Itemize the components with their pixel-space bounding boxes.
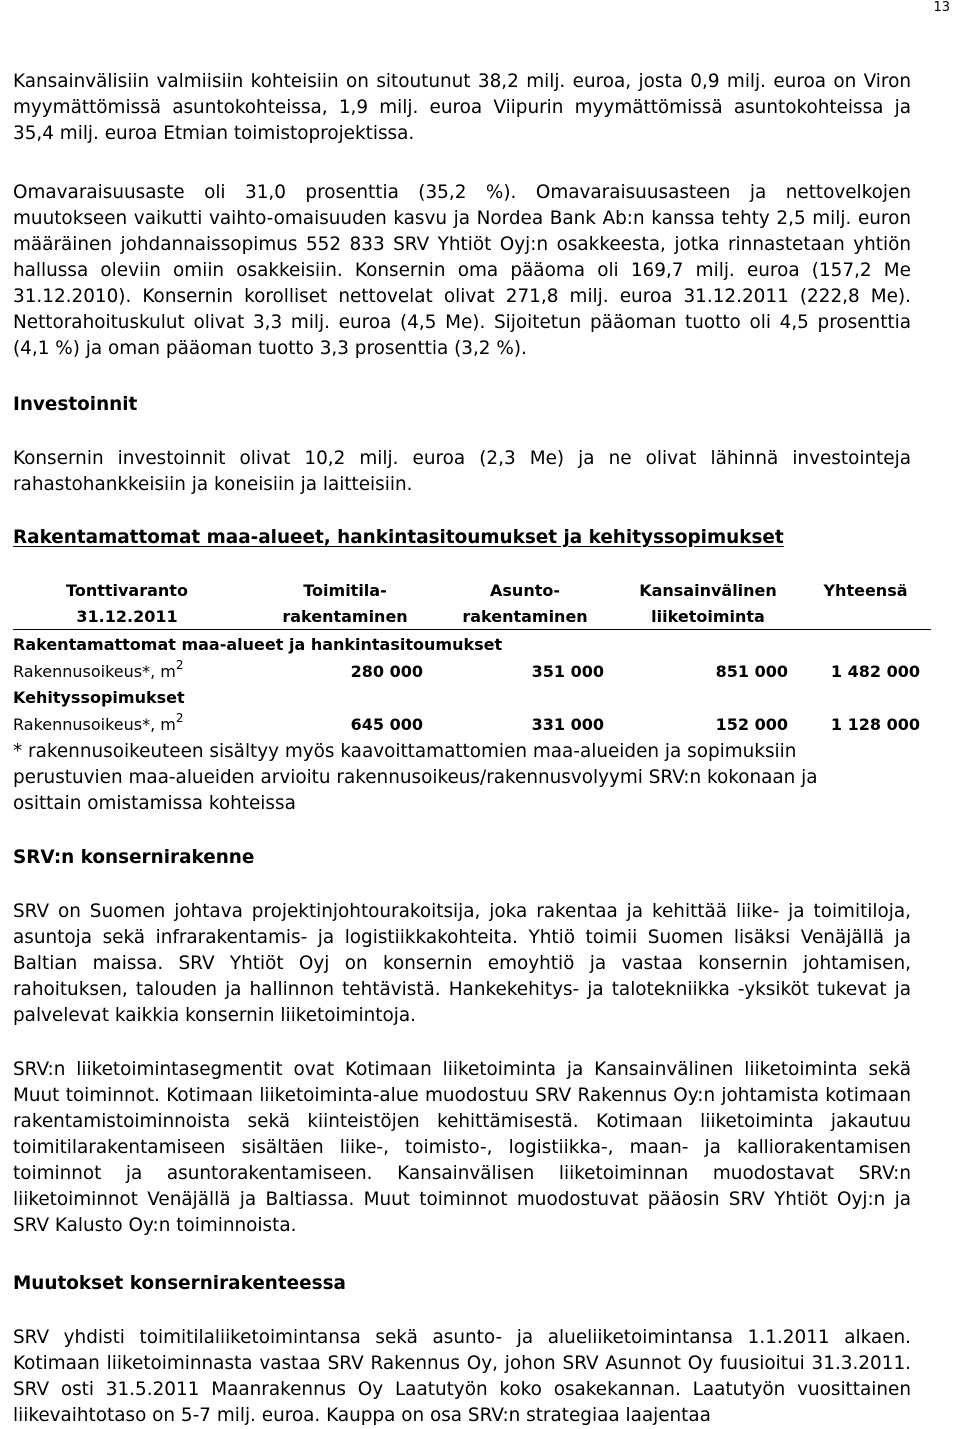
header-tonttivaranto: Tonttivaranto 31.12.2011 — [66, 581, 188, 626]
row1-asunto: 351 000 — [531, 662, 604, 681]
row2-kansainvalinen: 152 000 — [715, 715, 788, 734]
heading-muutokset: Muutokset konsernirakenteessa — [13, 1273, 346, 1294]
table-header-rule — [13, 629, 931, 630]
row1-yhteensa: 1 482 000 — [830, 662, 920, 681]
heading-investoinnit: Investoinnit — [13, 394, 138, 415]
row1-toimitila: 280 000 — [350, 662, 423, 681]
page-number: 13 — [933, 0, 950, 15]
row1-label: Rakennusoikeus*, $m^2$ — [13, 658, 184, 681]
table-footnote: * rakennusoikeuteen sisältyy myös kaavoittamattomien maa-alueiden ja sopimuksiin perustuvien maa-alueiden arvioitu rakennusoikeus/rakennusvolyymi SRV:n kokonaan ja osittain omistamissa kohteissa — [13, 741, 818, 814]
paragraph-srv-intro: SRV on Suomen johtava projektinjohtourakoitsija, joka rakentaa ja kehittää liike- ja toimitiloja, asuntoja sekä infrarakentamis- ja logistiikkakohteita. Yhtiö toimii Suomen lisäksi Venäjällä ja Baltian maissa. SRV Yhtiöt Oyj on konsernin emoyhtiö ja vastaa konsernin johtamisen, rahoituksen, talouden ja hallinnon tehtävistä. Hankekehitys- ja talotekniikka -yksiköt tukevat ja palvelevat kaikkia konsernin liiketoimintoja. — [13, 901, 911, 1026]
header-yhteensa: Yhteensä — [823, 581, 908, 600]
table-section-rakentamattomat: Rakentamattomat maa-alueet ja hankintasitoumukset — [13, 635, 503, 654]
paragraph-segments: SRV:n liiketoimintasegmentit ovat Kotimaan liiketoiminta ja Kansainvälinen liiketoiminta sekä Muut toiminnot. Kotimaan liiketoiminta-alue muodostuu SRV Rakennus Oy:n johtamista kotimaan rakentamistoiminnoista sekä kiinteistöjen kehittämisestä. Kotimaan liiketoiminta jakautuu toimitilarakentamiseen sisältäen liike-, toimisto-, logistiikka-, maan- ja kalliorakentamisen toiminnot ja asuntorakentamiseen. Kansainvälisen liiketoiminnan muodostavat SRV:n liiketoiminnot Venäjällä ja Baltiassa. Muut toiminnot muodostuvat pääosin SRV Yhtiöt Oyj:n ja SRV Kalusto Oy:n toiminnoista. — [13, 1059, 911, 1236]
paragraph-structure-changes: SRV yhdisti toimitilaliiketoimintansa sekä asunto- ja alueliiketoimintansa 1.1.2011 alkaen. Kotimaan liiketoiminnasta vastaa SRV Rakennus Oy, johon SRV Asunnot Oy fuusioitui 31.3.2011. SRV osti 31.5.2011 Maanrakennus Oy Laatutyön koko osakekannan. Laatutyön vuosittainen liikevaihtotaso on 5-7 milj. euroa. Kauppa on osa SRV:n strategiaa laajentaa — [13, 1327, 911, 1426]
paragraph-investments: Konsernin investoinnit olivat 10,2 milj. euroa (2,3 Me) ja ne olivat lähinnä investointeja rahastohankkeisiin ja koneisiin ja laitteisiin. — [13, 448, 911, 495]
header-kansainvalinen: Kansainvälinen liiketoiminta — [639, 581, 777, 626]
header-asunto: Asunto- rakentaminen — [462, 581, 588, 626]
row2-toimitila: 645 000 — [350, 715, 423, 734]
row1-kansainvalinen: 851 000 — [715, 662, 788, 681]
paragraph-equity-ratio: Omavaraisuusaste oli 31,0 prosenttia (35,2 %). Omavaraisuusasteen ja nettovelkojen muutokseen vaikutti vaihto-omaisuuden kasvu ja Nordea Bank Ab:n kanssa tehty 2,5 milj. euron määräinen johdannaissopimus 552 833 SRV Yhtiöt Oyj:n osakkeesta, jotka rinnastetaan yhtiön hallussa oleviin omiin osakkeisiin. Konsernin oma pääoma oli 169,7 milj. euroa (157,2 Me 31.12.2010). Konsernin korolliset nettovelat olivat 271,8 milj. euroa 31.12.2011 (222,8 Me). Nettorahoituskulut olivat 3,3 milj. euroa (4,5 Me). Sijoitetun pääoman tuotto oli 4,5 prosenttia (4,1 %) ja oman pääoman tuotto 3,3 prosenttia (3,2 %). — [13, 182, 911, 359]
row2-label: Rakennusoikeus*, $m^2$ — [13, 711, 184, 734]
heading-rakentamattomat: Rakentamattomat maa-alueet, hankintasitoumukset ja kehityssopimukset — [13, 527, 784, 548]
table-section-kehityssopimukset: Kehityssopimukset — [13, 688, 185, 707]
row2-yhteensa: 1 128 000 — [830, 715, 920, 734]
row2-asunto: 331 000 — [531, 715, 604, 734]
heading-konsernirakenne: SRV:n konsernirakenne — [13, 847, 255, 868]
header-toimitila: Toimitila- rakentaminen — [282, 581, 408, 626]
paragraph-international-projects: Kansainvälisiin valmiisiin kohteisiin on sitoutunut 38,2 milj. euroa, josta 0,9 milj. euroa on Viron myymättömissä asuntokohteissa, 1,9 milj. euroa Viipurin myymättömissä asuntokohteissa ja 35,4 milj. euroa Etmian toimistoprojektissa. — [13, 71, 911, 144]
